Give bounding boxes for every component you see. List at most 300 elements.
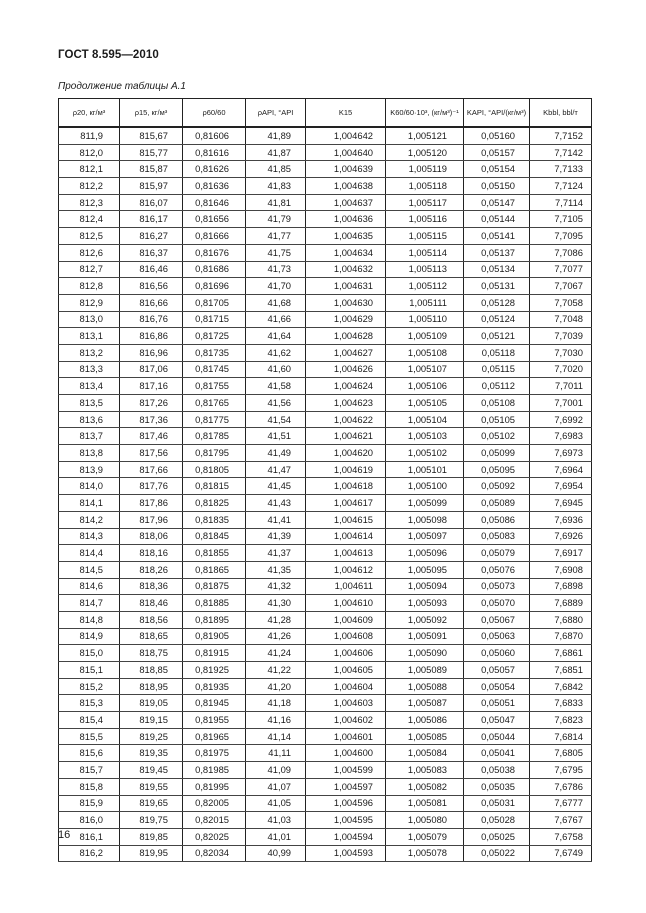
table-cell: 1,004593 bbox=[306, 845, 386, 862]
table-cell: 0,81735 bbox=[183, 344, 246, 361]
table-cell: 819,55 bbox=[120, 778, 183, 795]
table-row bbox=[59, 311, 592, 328]
table-cell: 0,82034 bbox=[183, 845, 246, 862]
table-row bbox=[59, 595, 592, 612]
table-row bbox=[59, 662, 592, 679]
table-cell: 812,9 bbox=[59, 294, 120, 311]
table-cell: 7,6786 bbox=[530, 778, 592, 795]
table-cell: 815,97 bbox=[120, 178, 183, 195]
table-cell: 0,81745 bbox=[183, 361, 246, 378]
table-cell: 7,6973 bbox=[530, 445, 592, 462]
column-header bbox=[120, 99, 183, 128]
table-cell: 0,81915 bbox=[183, 645, 246, 662]
table-row bbox=[59, 228, 592, 245]
table-cell: 40,99 bbox=[246, 845, 306, 862]
table-cell: 0,81775 bbox=[183, 411, 246, 428]
table-cell: 41,68 bbox=[246, 294, 306, 311]
table-cell: 1,004631 bbox=[306, 278, 386, 295]
table-row bbox=[59, 461, 592, 478]
table-row bbox=[59, 511, 592, 528]
table-cell: 1,004604 bbox=[306, 678, 386, 695]
table-cell: 819,25 bbox=[120, 728, 183, 745]
table-cell: 1,004628 bbox=[306, 328, 386, 345]
table-cell: 1,004610 bbox=[306, 595, 386, 612]
table-cell: 0,81865 bbox=[183, 561, 246, 578]
table-cell: 1,004601 bbox=[306, 728, 386, 745]
table-cell: 818,56 bbox=[120, 611, 183, 628]
table-cell: 41,89 bbox=[246, 127, 306, 144]
table-cell: 813,4 bbox=[59, 378, 120, 395]
table-cell: 816,86 bbox=[120, 328, 183, 345]
table-cell: 0,05044 bbox=[464, 728, 530, 745]
table-cell: 0,05118 bbox=[464, 344, 530, 361]
table-cell: 0,05028 bbox=[464, 812, 530, 829]
table-cell: 817,16 bbox=[120, 378, 183, 395]
table-cell: 814,8 bbox=[59, 611, 120, 628]
table-cell: 812,5 bbox=[59, 228, 120, 245]
table-cell: 41,37 bbox=[246, 545, 306, 562]
table-cell: 41,24 bbox=[246, 645, 306, 662]
table-cell: 7,6880 bbox=[530, 611, 592, 628]
table-row bbox=[59, 161, 592, 178]
table-cell: 1,005093 bbox=[386, 595, 464, 612]
table-cell: 0,81885 bbox=[183, 595, 246, 612]
table-cell: 41,70 bbox=[246, 278, 306, 295]
table-row bbox=[59, 812, 592, 829]
table-cell: 7,6833 bbox=[530, 695, 592, 712]
table-cell: 1,005101 bbox=[386, 461, 464, 478]
table-cell: 812,1 bbox=[59, 161, 120, 178]
table-row bbox=[59, 561, 592, 578]
table-row bbox=[59, 344, 592, 361]
table-cell: 0,05073 bbox=[464, 578, 530, 595]
table-cell: 818,85 bbox=[120, 662, 183, 679]
table-cell: 7,7114 bbox=[530, 194, 592, 211]
table-row bbox=[59, 194, 592, 211]
table-cell: 0,05092 bbox=[464, 478, 530, 495]
table-cell: 7,6954 bbox=[530, 478, 592, 495]
table-cell: 0,82015 bbox=[183, 812, 246, 829]
table-cell: 815,5 bbox=[59, 728, 120, 745]
table-cell: 814,2 bbox=[59, 511, 120, 528]
table-cell: 41,60 bbox=[246, 361, 306, 378]
table-cell: 0,05124 bbox=[464, 311, 530, 328]
table-cell: 1,004606 bbox=[306, 645, 386, 662]
table-cell: 814,1 bbox=[59, 495, 120, 512]
table-cell: 1,005103 bbox=[386, 428, 464, 445]
table-cell: 819,15 bbox=[120, 712, 183, 729]
table-cell: 1,005091 bbox=[386, 628, 464, 645]
table-cell: 1,004621 bbox=[306, 428, 386, 445]
table-cell: 7,6795 bbox=[530, 762, 592, 779]
table-cell: 0,81835 bbox=[183, 511, 246, 528]
table-cell: 1,005079 bbox=[386, 828, 464, 845]
table-cell: 41,09 bbox=[246, 762, 306, 779]
table-cell: 1,004636 bbox=[306, 211, 386, 228]
table-row bbox=[59, 445, 592, 462]
table-cell: 1,005107 bbox=[386, 361, 464, 378]
table-cell: 818,95 bbox=[120, 678, 183, 695]
table-cell: 817,56 bbox=[120, 445, 183, 462]
table-cell: 0,05144 bbox=[464, 211, 530, 228]
table-cell: 0,05057 bbox=[464, 662, 530, 679]
table-cell: 0,05128 bbox=[464, 294, 530, 311]
table-row bbox=[59, 278, 592, 295]
table-cell: 1,005113 bbox=[386, 261, 464, 278]
table-cell: 1,005098 bbox=[386, 511, 464, 528]
table-cell: 1,005092 bbox=[386, 611, 464, 628]
table-cell: 816,46 bbox=[120, 261, 183, 278]
table-cell: 0,05154 bbox=[464, 161, 530, 178]
table-cell: 1,005121 bbox=[386, 127, 464, 144]
table-cell: 0,81725 bbox=[183, 328, 246, 345]
table-cell: 0,81686 bbox=[183, 261, 246, 278]
table-cell: 1,004605 bbox=[306, 662, 386, 679]
table-cell: 1,005094 bbox=[386, 578, 464, 595]
table-cell: 1,005110 bbox=[386, 311, 464, 328]
table-row bbox=[59, 261, 592, 278]
table-cell: 0,05160 bbox=[464, 127, 530, 144]
table-cell: 7,7086 bbox=[530, 244, 592, 261]
table-cell: 41,75 bbox=[246, 244, 306, 261]
column-header-label: KAPI, °API/(кг/м³) bbox=[466, 108, 527, 117]
table-cell: 0,05141 bbox=[464, 228, 530, 245]
table-cell: 0,81845 bbox=[183, 528, 246, 545]
table-cell: 0,05095 bbox=[464, 461, 530, 478]
table-cell: 0,82005 bbox=[183, 795, 246, 812]
table-cell: 812,3 bbox=[59, 194, 120, 211]
table-cell: 7,6917 bbox=[530, 545, 592, 562]
table-cell: 0,05099 bbox=[464, 445, 530, 462]
page-number: 16 bbox=[58, 829, 71, 841]
table-cell: 41,79 bbox=[246, 211, 306, 228]
table-cell: 7,7001 bbox=[530, 395, 592, 412]
column-header bbox=[386, 99, 464, 128]
table-cell: 0,05089 bbox=[464, 495, 530, 512]
table-cell: 819,85 bbox=[120, 828, 183, 845]
table-cell: 816,17 bbox=[120, 211, 183, 228]
table-cell: 41,43 bbox=[246, 495, 306, 512]
table-row bbox=[59, 328, 592, 345]
table-cell: 41,87 bbox=[246, 144, 306, 161]
table-cell: 813,2 bbox=[59, 344, 120, 361]
table-cell: 7,7058 bbox=[530, 294, 592, 311]
table-cell: 1,004596 bbox=[306, 795, 386, 812]
table-cell: 816,07 bbox=[120, 194, 183, 211]
table-cell: 0,05115 bbox=[464, 361, 530, 378]
table-cell: 813,5 bbox=[59, 395, 120, 412]
table-row bbox=[59, 578, 592, 595]
table-cell: 7,7039 bbox=[530, 328, 592, 345]
table-cell: 1,005090 bbox=[386, 645, 464, 662]
table-row bbox=[59, 478, 592, 495]
table-cell: 816,0 bbox=[59, 812, 120, 829]
table-cell: 0,05047 bbox=[464, 712, 530, 729]
table-cell: 1,004620 bbox=[306, 445, 386, 462]
table-cell: 817,76 bbox=[120, 478, 183, 495]
table-cell: 0,82025 bbox=[183, 828, 246, 845]
table-cell: 1,004627 bbox=[306, 344, 386, 361]
table-cell: 7,7030 bbox=[530, 344, 592, 361]
table-cell: 817,66 bbox=[120, 461, 183, 478]
table-cell: 0,81855 bbox=[183, 545, 246, 562]
table-cell: 1,005109 bbox=[386, 328, 464, 345]
table-cell: 813,1 bbox=[59, 328, 120, 345]
table-cell: 1,004594 bbox=[306, 828, 386, 845]
density-table-container bbox=[58, 98, 592, 862]
density-coefficients-table bbox=[58, 98, 592, 862]
table-cell: 813,7 bbox=[59, 428, 120, 445]
table-cell: 812,4 bbox=[59, 211, 120, 228]
table-cell: 1,004623 bbox=[306, 395, 386, 412]
table-cell: 1,005112 bbox=[386, 278, 464, 295]
table-cell: 41,77 bbox=[246, 228, 306, 245]
table-cell: 7,6777 bbox=[530, 795, 592, 812]
table-row bbox=[59, 745, 592, 762]
table-cell: 0,81646 bbox=[183, 194, 246, 211]
table-cell: 817,96 bbox=[120, 511, 183, 528]
table-row bbox=[59, 528, 592, 545]
table-row bbox=[59, 378, 592, 395]
table-cell: 818,16 bbox=[120, 545, 183, 562]
column-header bbox=[464, 99, 530, 128]
table-cell: 0,05022 bbox=[464, 845, 530, 862]
table-cell: 41,28 bbox=[246, 611, 306, 628]
table-cell: 0,81815 bbox=[183, 478, 246, 495]
table-cell: 41,16 bbox=[246, 712, 306, 729]
table-cell: 817,36 bbox=[120, 411, 183, 428]
table-row bbox=[59, 428, 592, 445]
table-cell: 41,22 bbox=[246, 662, 306, 679]
table-cell: 41,39 bbox=[246, 528, 306, 545]
table-cell: 7,7124 bbox=[530, 178, 592, 195]
table-cell: 0,81825 bbox=[183, 495, 246, 512]
table-cell: 0,81755 bbox=[183, 378, 246, 395]
table-cell: 1,005117 bbox=[386, 194, 464, 211]
table-cell: 41,64 bbox=[246, 328, 306, 345]
table-cell: 816,66 bbox=[120, 294, 183, 311]
column-header-label: ρ15, кг/м³ bbox=[134, 108, 168, 117]
table-cell: 815,1 bbox=[59, 662, 120, 679]
table-cell: 818,65 bbox=[120, 628, 183, 645]
table-cell: 818,26 bbox=[120, 561, 183, 578]
table-cell: 1,004614 bbox=[306, 528, 386, 545]
table-cell: 817,26 bbox=[120, 395, 183, 412]
table-cell: 0,81795 bbox=[183, 445, 246, 462]
table-cell: 1,005086 bbox=[386, 712, 464, 729]
table-cell: 0,05121 bbox=[464, 328, 530, 345]
table-cell: 1,004637 bbox=[306, 194, 386, 211]
table-row bbox=[59, 845, 592, 862]
table-cell: 0,05108 bbox=[464, 395, 530, 412]
table-cell: 1,005078 bbox=[386, 845, 464, 862]
table-cell: 818,46 bbox=[120, 595, 183, 612]
table-row bbox=[59, 178, 592, 195]
table-cell: 1,004629 bbox=[306, 311, 386, 328]
table-cell: 7,6851 bbox=[530, 662, 592, 679]
table-cell: 41,47 bbox=[246, 461, 306, 478]
table-cell: 1,004626 bbox=[306, 361, 386, 378]
table-header-row bbox=[59, 99, 592, 128]
table-row bbox=[59, 611, 592, 628]
table-cell: 0,05067 bbox=[464, 611, 530, 628]
table-cell: 41,83 bbox=[246, 178, 306, 195]
table-cell: 815,6 bbox=[59, 745, 120, 762]
table-cell: 1,004608 bbox=[306, 628, 386, 645]
table-cell: 0,81616 bbox=[183, 144, 246, 161]
table-cell: 0,81965 bbox=[183, 728, 246, 745]
table-cell: 1,004624 bbox=[306, 378, 386, 395]
table-cell: 7,7020 bbox=[530, 361, 592, 378]
column-header bbox=[59, 99, 120, 128]
table-cell: 41,41 bbox=[246, 511, 306, 528]
table-cell: 812,7 bbox=[59, 261, 120, 278]
table-cell: 812,0 bbox=[59, 144, 120, 161]
table-row bbox=[59, 645, 592, 662]
table-cell: 41,45 bbox=[246, 478, 306, 495]
table-cell: 41,05 bbox=[246, 795, 306, 812]
table-cell: 815,67 bbox=[120, 127, 183, 144]
table-cell: 0,81715 bbox=[183, 311, 246, 328]
table-cell: 1,004635 bbox=[306, 228, 386, 245]
table-cell: 1,005105 bbox=[386, 395, 464, 412]
table-cell: 816,56 bbox=[120, 278, 183, 295]
column-header-label: ρ20, кг/м³ bbox=[72, 108, 106, 117]
table-cell: 41,85 bbox=[246, 161, 306, 178]
table-cell: 1,004615 bbox=[306, 511, 386, 528]
table-cell: 0,05070 bbox=[464, 595, 530, 612]
table-cell: 41,14 bbox=[246, 728, 306, 745]
table-cell: 815,2 bbox=[59, 678, 120, 695]
table-cell: 816,76 bbox=[120, 311, 183, 328]
table-cell: 1,005111 bbox=[386, 294, 464, 311]
table-cell: 1,005083 bbox=[386, 762, 464, 779]
table-cell: 0,81785 bbox=[183, 428, 246, 445]
table-cell: 1,004609 bbox=[306, 611, 386, 628]
table-cell: 0,81975 bbox=[183, 745, 246, 762]
table-cell: 7,6908 bbox=[530, 561, 592, 578]
table-cell: 7,7133 bbox=[530, 161, 592, 178]
table-cell: 1,004602 bbox=[306, 712, 386, 729]
table-cell: 7,6758 bbox=[530, 828, 592, 845]
table-cell: 0,05054 bbox=[464, 678, 530, 695]
column-header-label: Kbbl, bbl/т bbox=[543, 108, 578, 117]
table-cell: 813,9 bbox=[59, 461, 120, 478]
table-cell: 0,81765 bbox=[183, 395, 246, 412]
table-cell: 0,05041 bbox=[464, 745, 530, 762]
table-cell: 815,7 bbox=[59, 762, 120, 779]
table-cell: 819,95 bbox=[120, 845, 183, 862]
table-cell: 1,005118 bbox=[386, 178, 464, 195]
table-cell: 7,6992 bbox=[530, 411, 592, 428]
table-cell: 0,05134 bbox=[464, 261, 530, 278]
table-cell: 0,81995 bbox=[183, 778, 246, 795]
table-cell: 0,81805 bbox=[183, 461, 246, 478]
table-cell: 41,54 bbox=[246, 411, 306, 428]
table-cell: 815,4 bbox=[59, 712, 120, 729]
table-cell: 0,81705 bbox=[183, 294, 246, 311]
table-cell: 0,05157 bbox=[464, 144, 530, 161]
table-row bbox=[59, 545, 592, 562]
table-cell: 1,005116 bbox=[386, 211, 464, 228]
table-body bbox=[59, 127, 592, 862]
table-cell: 0,81636 bbox=[183, 178, 246, 195]
table-cell: 1,004642 bbox=[306, 127, 386, 144]
table-cell: 1,005088 bbox=[386, 678, 464, 695]
column-header bbox=[183, 99, 246, 128]
table-continuation-caption: Продолжение таблицы А.1 bbox=[58, 81, 186, 92]
table-row bbox=[59, 778, 592, 795]
table-cell: 1,005080 bbox=[386, 812, 464, 829]
table-cell: 814,5 bbox=[59, 561, 120, 578]
table-cell: 0,05137 bbox=[464, 244, 530, 261]
table-cell: 7,7152 bbox=[530, 127, 592, 144]
table-cell: 41,18 bbox=[246, 695, 306, 712]
table-cell: 818,75 bbox=[120, 645, 183, 662]
table-cell: 41,58 bbox=[246, 378, 306, 395]
table-cell: 7,6870 bbox=[530, 628, 592, 645]
column-header bbox=[306, 99, 386, 128]
table-cell: 7,6814 bbox=[530, 728, 592, 745]
table-cell: 1,005114 bbox=[386, 244, 464, 261]
table-cell: 7,7011 bbox=[530, 378, 592, 395]
table-cell: 1,004618 bbox=[306, 478, 386, 495]
table-cell: 1,004613 bbox=[306, 545, 386, 562]
table-cell: 1,005082 bbox=[386, 778, 464, 795]
table-cell: 0,05076 bbox=[464, 561, 530, 578]
column-header-label: K15 bbox=[338, 108, 353, 117]
table-cell: 812,6 bbox=[59, 244, 120, 261]
table-cell: 816,1 bbox=[59, 828, 120, 845]
table-cell: 815,77 bbox=[120, 144, 183, 161]
table-cell: 815,8 bbox=[59, 778, 120, 795]
table-cell: 7,7095 bbox=[530, 228, 592, 245]
table-cell: 41,07 bbox=[246, 778, 306, 795]
table-cell: 41,01 bbox=[246, 828, 306, 845]
table-cell: 0,81925 bbox=[183, 662, 246, 679]
table-cell: 1,005095 bbox=[386, 561, 464, 578]
column-header-label: ρ60/60 bbox=[202, 108, 226, 117]
table-cell: 0,05131 bbox=[464, 278, 530, 295]
table-cell: 1,004634 bbox=[306, 244, 386, 261]
table-row bbox=[59, 495, 592, 512]
table-cell: 814,4 bbox=[59, 545, 120, 562]
table-cell: 7,6983 bbox=[530, 428, 592, 445]
table-cell: 1,005106 bbox=[386, 378, 464, 395]
table-cell: 7,7048 bbox=[530, 311, 592, 328]
table-cell: 817,46 bbox=[120, 428, 183, 445]
table-cell: 0,05031 bbox=[464, 795, 530, 812]
table-cell: 1,005119 bbox=[386, 161, 464, 178]
table-cell: 1,004599 bbox=[306, 762, 386, 779]
table-cell: 41,62 bbox=[246, 344, 306, 361]
table-row bbox=[59, 762, 592, 779]
table-cell: 1,004619 bbox=[306, 461, 386, 478]
table-cell: 818,06 bbox=[120, 528, 183, 545]
table-cell: 1,005081 bbox=[386, 795, 464, 812]
table-cell: 814,6 bbox=[59, 578, 120, 595]
document-code-header: ГОСТ 8.595—2010 bbox=[58, 49, 159, 61]
table-cell: 1,005089 bbox=[386, 662, 464, 679]
table-cell: 814,7 bbox=[59, 595, 120, 612]
table-cell: 1,005120 bbox=[386, 144, 464, 161]
table-cell: 41,56 bbox=[246, 395, 306, 412]
table-row bbox=[59, 395, 592, 412]
column-header bbox=[530, 99, 592, 128]
table-cell: 41,20 bbox=[246, 678, 306, 695]
table-cell: 0,05112 bbox=[464, 378, 530, 395]
table-cell: 814,0 bbox=[59, 478, 120, 495]
